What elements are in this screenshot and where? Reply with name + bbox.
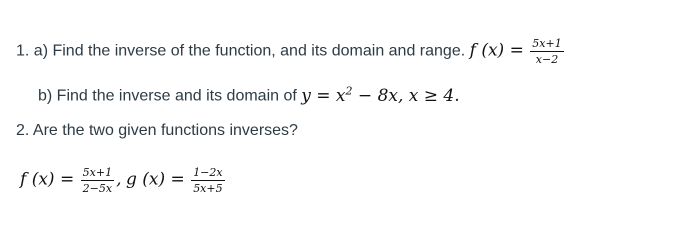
question-1b-text: b) Find the inverse and its domain of	[38, 87, 297, 105]
function-g-fraction	[191, 166, 224, 195]
fraction-numerator: 1−2x	[193, 166, 223, 179]
fraction-numerator: 5x+1	[532, 37, 562, 50]
equation-y-rest: − 8x, x ≥ 4.	[352, 85, 460, 106]
fraction-denominator: 5x+5	[193, 182, 223, 195]
function-f-fraction	[530, 37, 563, 66]
fraction-numerator: 5x+1	[82, 166, 113, 179]
question-2	[16, 121, 298, 141]
fraction-denominator: 2−5x	[82, 182, 113, 195]
question-2-functions	[20, 166, 227, 195]
equation-y-lhs: y = x	[301, 85, 346, 106]
fraction-denominator: x−2	[535, 53, 559, 66]
function-f-lhs: f (x) =	[20, 169, 75, 190]
equation-exponent: 2	[345, 84, 353, 97]
question-2-text: 2. Are the two given functions inverses?	[16, 122, 298, 139]
function-f-lhs: f (x) =	[469, 40, 524, 61]
question-1a-text: 1. a) Find the inverse of the function, and its domain and range.	[16, 42, 466, 60]
equation-y	[301, 86, 459, 106]
separator-comma: ,	[116, 169, 122, 190]
question-1b	[38, 81, 460, 107]
function-g-lhs: g (x) =	[125, 169, 185, 190]
question-1a	[16, 37, 566, 66]
function-f-fraction	[81, 166, 114, 195]
